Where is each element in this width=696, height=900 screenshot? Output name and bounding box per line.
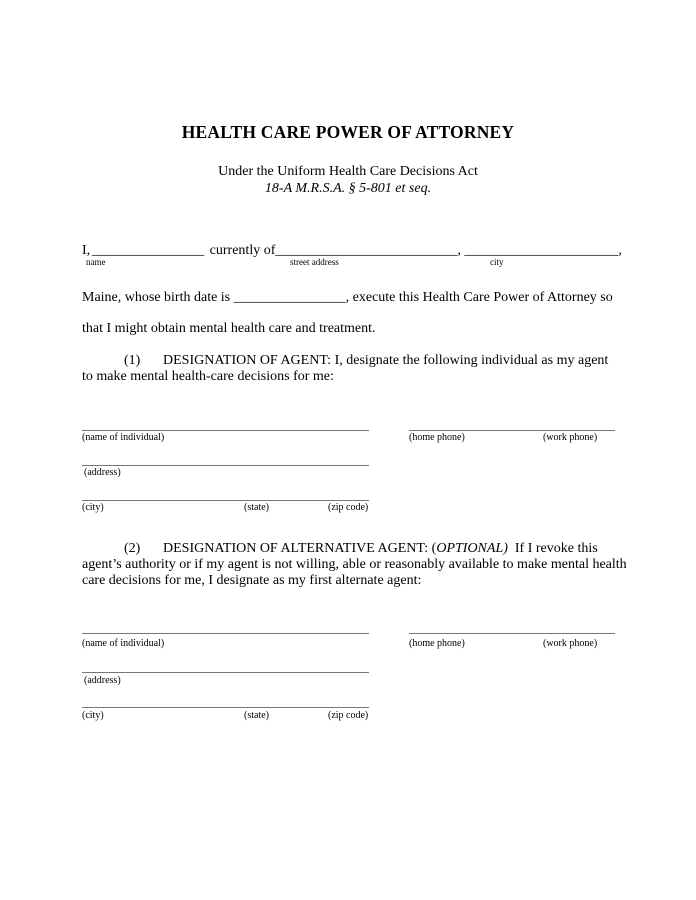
intro-i: I, (82, 243, 91, 258)
section1-phone-line[interactable] (409, 430, 615, 431)
section1-name-line[interactable] (82, 430, 369, 431)
intro-line-3: that I might obtain mental health care and treatment. (82, 321, 376, 336)
section1-city-label: (city) (82, 502, 104, 513)
section1-state-label: (state) (244, 502, 269, 513)
section2-heading-line1 (163, 541, 598, 557)
intro-end-comma: , (618, 243, 622, 258)
section2-address-line[interactable] (82, 672, 369, 673)
section1-heading-line1: DESIGNATION OF AGENT: I, designate the following individual as my agent (163, 353, 609, 368)
label-city: city (490, 257, 504, 267)
city-blank[interactable]: ______________________ (464, 243, 619, 258)
birth-date-blank[interactable]: ________________ (233, 290, 346, 305)
section1-home-phone-label: (home phone) (409, 432, 465, 443)
section2-state-label: (state) (244, 710, 269, 721)
intro-comma: , (457, 243, 461, 258)
section2-heading-line2: agent’s authority or if my agent is not willing, able or reasonably available to make mental health (82, 557, 627, 572)
intro-execute-text: , execute this Health Care Power of Attorney so (345, 290, 613, 305)
label-street-address: street address (290, 257, 339, 267)
street-address-blank[interactable]: __________________________ (275, 243, 458, 258)
document-title: HEALTH CARE POWER OF ATTORNEY (181, 122, 515, 142)
label-name: name (86, 257, 106, 267)
section1-name-label: (name of individual) (82, 432, 165, 443)
section2-address-label: (address) (84, 675, 121, 686)
section2-name-line[interactable] (82, 633, 369, 634)
section1-heading-line2: to make mental health-care decisions for me: (82, 369, 334, 384)
section2-phone-line[interactable] (409, 633, 615, 634)
section1-work-phone-label: (work phone) (543, 432, 598, 443)
section2-optional-text: OPTIONAL) (436, 541, 508, 556)
section1-city-line[interactable] (82, 500, 369, 501)
section1-address-line[interactable] (82, 465, 369, 466)
section1-address-label: (address) (84, 467, 121, 478)
section2-name-label: (name of individual) (82, 638, 165, 649)
section2-city-line[interactable] (82, 707, 369, 708)
section2-work-phone-label: (work phone) (543, 638, 598, 649)
section2-home-phone-label: (home phone) (409, 638, 465, 649)
intro-line-1 (82, 243, 622, 259)
intro-birth-date-text: Maine, whose birth date is (82, 290, 231, 305)
intro-currently-of: currently of (209, 243, 276, 258)
document-subtitle: Under the Uniform Health Care Decisions Act (218, 164, 478, 179)
section2-zip-label: (zip code) (328, 710, 369, 721)
section2-number: (2) (124, 541, 141, 556)
intro-line-2 (82, 290, 613, 306)
section1-number: (1) (124, 353, 141, 368)
section2-city-label: (city) (82, 710, 104, 721)
section1-zip-label: (zip code) (328, 502, 369, 513)
section2-heading-line3: care decisions for me, I designate as my first alternate agent: (82, 573, 422, 588)
name-blank[interactable]: ________________ (92, 243, 205, 258)
section2-heading-text: DESIGNATION OF ALTERNATIVE AGENT: ( (163, 541, 437, 556)
section2-revoke-text: If I revoke this (507, 541, 598, 556)
statute-reference: 18-A M.R.S.A. § 5-801 et seq. (264, 181, 432, 196)
